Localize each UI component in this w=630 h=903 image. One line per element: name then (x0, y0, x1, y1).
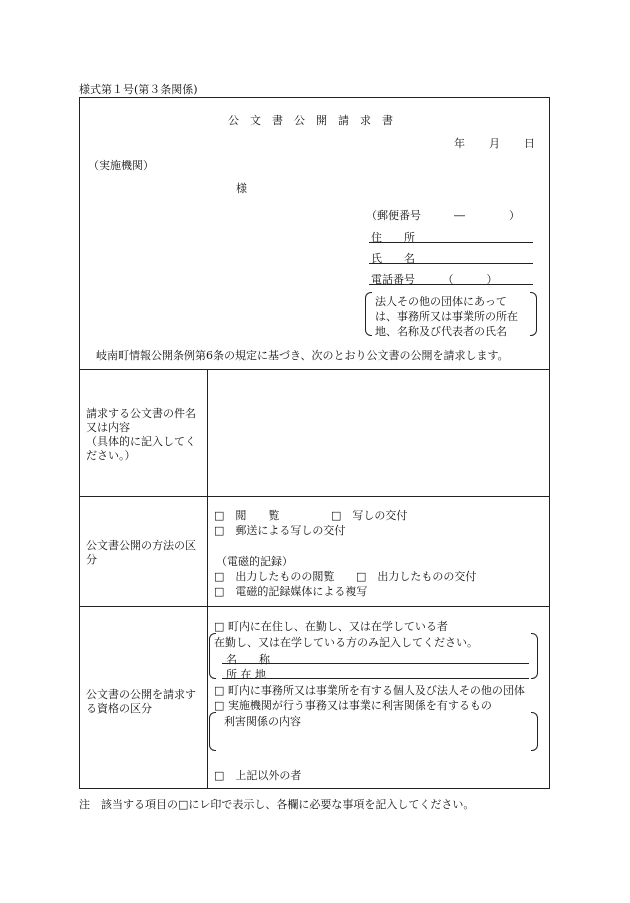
row3-label-line-2: る資格の区分 (86, 702, 152, 715)
corp-note-line-3: 地、名称及び代表者の氏名 (375, 325, 507, 338)
corp-note-left-bracket (365, 292, 372, 336)
subject-input-area[interactable] (212, 372, 546, 492)
organization-location-label: 所 在 地 (226, 668, 266, 681)
divider-row1 (79, 496, 550, 497)
interest-detail-label: 利害関係の内容 (224, 715, 301, 728)
divider-header (79, 369, 550, 370)
method-media-checkbox[interactable]: □ 電磁的記録媒体による複写 (214, 585, 368, 598)
method-print-view-checkbox[interactable]: □ 出力したものの閲覧 (214, 570, 335, 583)
corp-note-line-1: 法人その他の団体にあって (375, 295, 507, 308)
address-label: 住 所 (371, 231, 415, 244)
corp-note-line-2: は、事務所又は事業所の所在 (375, 310, 518, 323)
footnote: 注 該当する項目の□にレ印で表示し、各欄に必要な事項を記入してください。 (79, 798, 475, 811)
eligibility-office-checkbox[interactable]: □ 町内に事務所又は事業所を有する個人及び法人その他の団体 (214, 684, 525, 697)
corp-note-right-bracket (530, 292, 537, 336)
eligibility-interest-checkbox[interactable]: □ 実施機関が行う事務又は事業に利害関係を有するもの (214, 699, 492, 712)
eligibility-resident-checkbox[interactable]: □ 町内に在住し、在勤し、又は在学している者 (214, 620, 448, 633)
row1-label-line-3: （具体的に記入してく (86, 435, 196, 448)
address-underline (369, 242, 533, 243)
electronic-record-heading: （電磁的記録） (216, 555, 293, 568)
request-statement: 岐南町情報公開条例第6条の規定に基づき、次のとおり公文書の公開を請求します。 (96, 349, 509, 362)
postal-code: （郵便番号 ― ） (366, 209, 520, 222)
date-year: 年 (454, 137, 465, 150)
row2-label-line-2: 分 (86, 553, 97, 566)
organization-location-underline[interactable] (222, 678, 529, 679)
method-view-checkbox[interactable]: □ 閲 覧 (214, 509, 280, 522)
eligibility-other-checkbox[interactable]: □ 上記以外の者 (214, 769, 302, 782)
row1-label-line-2: 又は内容 (86, 421, 130, 434)
date-day: 日 (524, 137, 535, 150)
column-divider (207, 369, 208, 789)
date-month: 月 (489, 137, 500, 150)
form-number: 様式第１号(第３条関係) (79, 83, 198, 96)
name-label: 氏 名 (371, 252, 415, 265)
organization-name-label: 名 称 (226, 653, 270, 666)
row1-label-line-1: 請求する公文書の件名 (86, 407, 196, 420)
row1-label-line-4: ださい。） (86, 449, 136, 462)
phone-label: 電話番号 （ ） (371, 273, 498, 286)
organization-name-underline[interactable] (222, 663, 529, 664)
method-copy-checkbox[interactable]: □ 写しの交付 (331, 509, 408, 522)
row2-label-line-1: 公文書公開の方法の区 (86, 539, 196, 552)
method-print-deliver-checkbox[interactable]: □ 出力したものの交付 (356, 570, 477, 583)
resident-note: 在勤し、又は在学している方のみ記入してください。 (214, 636, 478, 649)
interest-right-bracket (531, 712, 538, 751)
name-underline (369, 263, 533, 264)
form-title: 公 文 書 公 開 請 求 書 (228, 114, 393, 127)
interest-left-bracket (209, 712, 216, 751)
agency-label: （実施機関） (88, 159, 154, 172)
resident-note-right-bracket (531, 633, 538, 679)
method-mail-checkbox[interactable]: □ 郵送による写しの交付 (214, 524, 346, 537)
agency-honorific: 様 (236, 182, 247, 195)
phone-underline (369, 284, 533, 285)
divider-row2 (79, 606, 550, 607)
row3-label-line-1: 公文書の公開を請求す (86, 688, 196, 701)
